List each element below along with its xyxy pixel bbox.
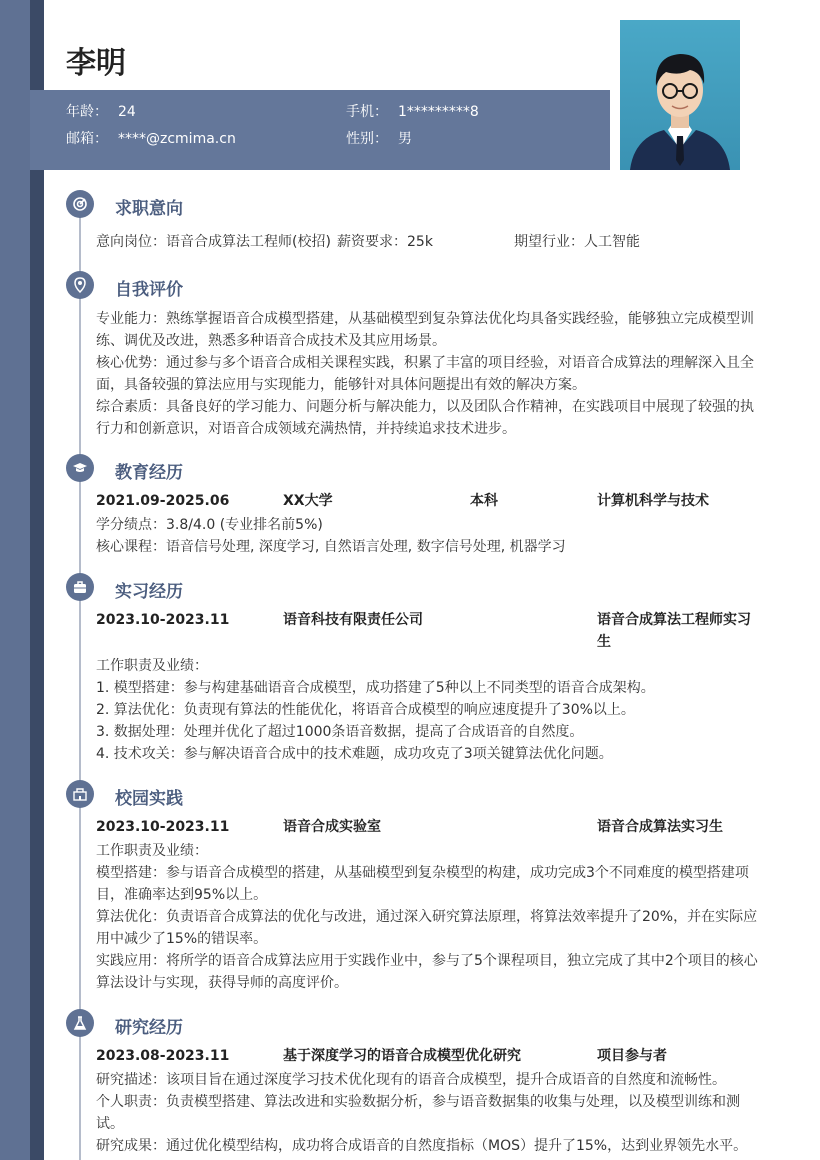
graduation-cap-icon <box>66 454 94 482</box>
internship-role: 语音合成算法工程师实习生 <box>597 612 751 650</box>
section-title-internship: 实习经历 <box>115 582 183 602</box>
intent-position: 意向岗位：语音合成算法工程师(校招) <box>96 234 331 250</box>
phone-info <box>346 101 479 121</box>
section-title-campus: 校园实践 <box>115 789 183 809</box>
internship-item: 4. 技术攻关：参与解决语音合成中的技术难题，成功攻克了3项关键算法优化问题。 <box>96 746 613 762</box>
building-icon <box>66 780 94 808</box>
age-info <box>66 101 136 121</box>
flask-icon <box>66 1009 94 1037</box>
section-title-research: 研究经历 <box>115 1018 183 1038</box>
phone-value: 1*********8 <box>398 104 479 120</box>
research-project: 基于深度学习的语音合成模型优化研究 <box>283 1048 521 1064</box>
candidate-name: 李明 <box>66 46 126 81</box>
email-info <box>66 128 236 148</box>
self-eval-line: 专业能力：熟练掌握语音合成模型搭建，从基础模型到复杂算法优化均具备实践经验，能够独立完成模型训练、调优及改进，熟悉多种语音合成技术及其应用场景。 <box>96 311 754 349</box>
person-pin-icon <box>66 271 94 299</box>
self-eval-line: 综合素质：具备良好的学习能力、问题分析与解决能力，以及团队合作精神，在实践项目中展现了较强的执行力和创新意识，对语音合成领域充满热情，并持续追求技术进步。 <box>96 399 754 437</box>
gender-info <box>346 128 412 148</box>
campus-item: 实践应用：将所学的语音合成算法应用于实践作业中，参与了5个课程项目，独立完成了其中2个项目的核心算法设计与实现，获得导师的高度评价。 <box>96 953 758 991</box>
research-item: 研究描述：该项目旨在通过深度学习技术优化现有的语音合成模型，提升合成语音的自然度和流畅性。 <box>96 1072 726 1088</box>
research-date: 2023.08-2023.11 <box>96 1048 230 1064</box>
section-title-education: 教育经历 <box>115 463 183 483</box>
age-label: 年龄： <box>66 104 108 120</box>
campus-duty-label: 工作职责及业绩： <box>96 843 208 859</box>
research-role: 项目参与者 <box>597 1048 667 1064</box>
self-eval-line: 核心优势：通过参与多个语音合成相关课程实践，积累了丰富的项目经验，对语音合成算法的理解深入且全面，具备较强的算法应用与实现能力，能够针对具体问题提出有效的解决方案。 <box>96 355 754 393</box>
education-courses: 核心课程：语音信号处理, 深度学习, 自然语言处理, 数字信号处理, 机器学习 <box>96 539 566 555</box>
education-school: XX大学 <box>283 493 333 509</box>
education-gpa: 学分绩点：3.8/4.0 (专业排名前5%) <box>96 517 323 533</box>
internship-item: 1. 模型搭建：参与构建基础语音合成模型，成功搭建了5种以上不同类型的语音合成架构。 <box>96 680 655 696</box>
email-label: 邮箱： <box>66 131 108 147</box>
internship-date: 2023.10-2023.11 <box>96 612 230 628</box>
education-date: 2021.09-2025.06 <box>96 493 230 509</box>
target-icon <box>66 190 94 218</box>
gender-label: 性别： <box>346 131 388 147</box>
internship-duty-label: 工作职责及业绩： <box>96 658 208 674</box>
internship-item: 2. 算法优化：负责现有算法的性能优化，将语音合成模型的响应速度提升了30%以上。 <box>96 702 635 718</box>
phone-label: 手机： <box>346 104 388 120</box>
age-value: 24 <box>118 104 136 120</box>
internship-company: 语音科技有限责任公司 <box>283 612 423 628</box>
campus-item: 算法优化：负责语音合成算法的优化与改进，通过深入研究算法原理，将算法效率提升了20%，并在实际应用中减少了15%的错误率。 <box>96 909 758 947</box>
email-value: ****@zcmima.cn <box>118 131 236 147</box>
section-title-intent: 求职意向 <box>115 199 183 219</box>
sidebar-stripe <box>0 0 30 1160</box>
research-item: 研究成果：通过优化模型结构，成功将合成语音的自然度指标（MOS）提升了15%，达到业界领先水平。 <box>96 1138 748 1154</box>
profile-photo <box>620 20 740 170</box>
briefcase-icon <box>66 573 94 601</box>
section-title-self-eval: 自我评价 <box>115 280 183 300</box>
sidebar-stripe-dark <box>30 0 44 1160</box>
campus-org: 语音合成实验室 <box>283 819 381 835</box>
intent-salary: 薪资要求：25k <box>337 234 433 250</box>
education-degree: 本科 <box>470 493 498 509</box>
gender-value: 男 <box>398 131 412 147</box>
internship-item: 3. 数据处理：处理并优化了超过1000条语音数据，提高了合成语音的自然度。 <box>96 724 584 740</box>
campus-role: 语音合成算法实习生 <box>597 819 723 835</box>
campus-item: 模型搭建：参与语音合成模型的搭建，从基础模型到复杂模型的构建，成功完成3个不同难度的模型搭建项目，准确率达到95%以上。 <box>96 865 749 903</box>
portrait-illustration <box>620 20 740 170</box>
research-item: 个人职责：负责模型搭建、算法改进和实验数据分析，参与语音数据集的收集与处理，以及模型训练和测试。 <box>96 1094 740 1132</box>
campus-date: 2023.10-2023.11 <box>96 819 230 835</box>
intent-industry: 期望行业：人工智能 <box>514 234 640 250</box>
education-major: 计算机科学与技术 <box>597 493 709 509</box>
